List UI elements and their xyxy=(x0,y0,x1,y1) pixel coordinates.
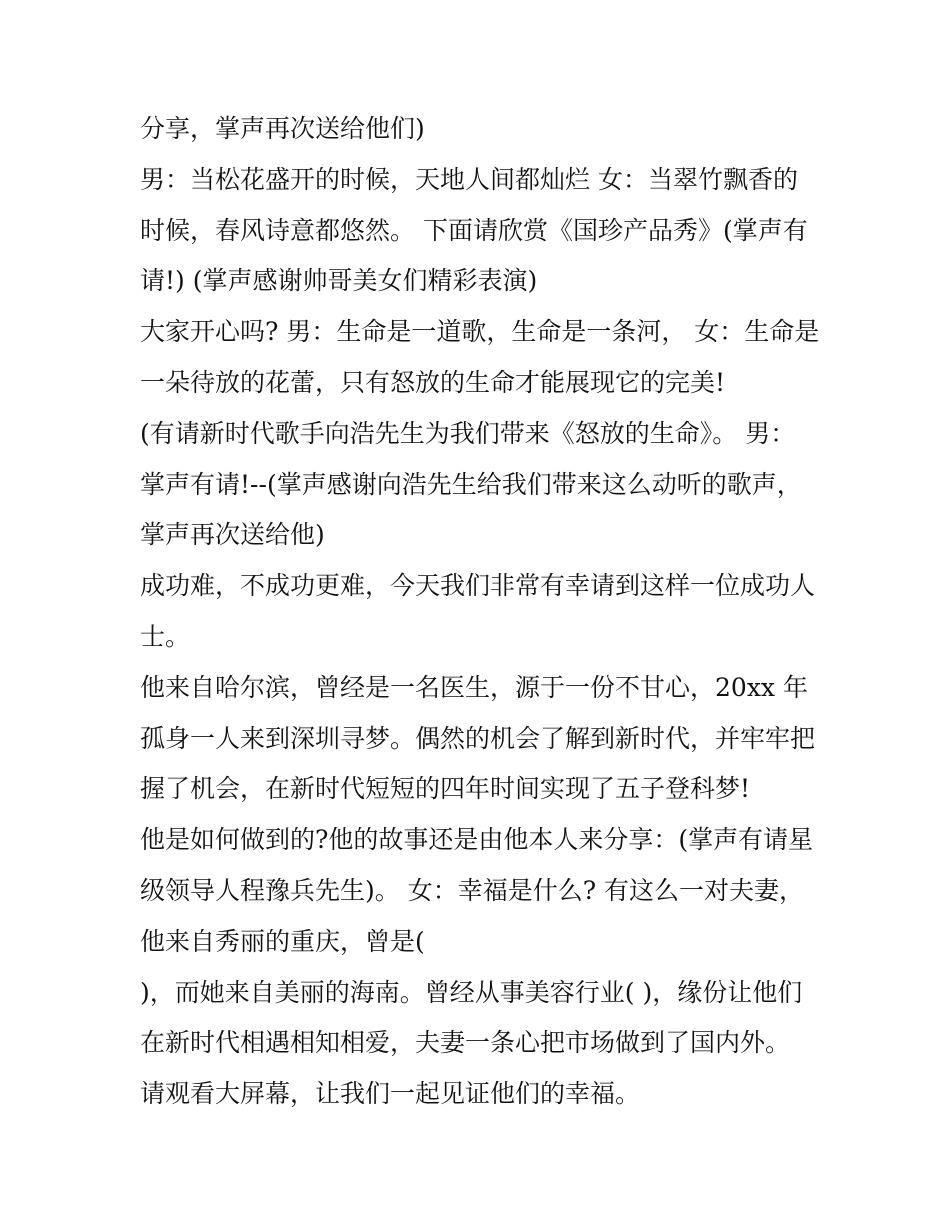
text-line: 孤身一人来到深圳寻梦。偶然的机会了解到新时代，并牢牢把 xyxy=(140,723,816,753)
text-line: 掌声有请!--(掌声感谢向浩先生给我们带来这么动听的歌声， xyxy=(140,469,802,499)
text-line: 请观看大屏幕，让我们一起见证他们的幸福。 xyxy=(140,1079,641,1109)
text-line: 在新时代相遇相知相爱，夫妻一条心把市场做到了国内外。 xyxy=(140,1028,791,1058)
text-line: 他是如何做到的?他的故事还是由他本人来分享：(掌声有请星 xyxy=(140,825,814,855)
text-line: 级领导人程豫兵先生)。 女：幸福是什么? 有这么一对夫妻， xyxy=(140,875,805,905)
text-line: 掌声再次送给他) xyxy=(140,520,325,550)
text-line: 时候，春风诗意都悠然。 下面请欣赏《国珍产品秀》(掌声有 xyxy=(140,215,808,245)
text-line: 一朵待放的花蕾，只有怒放的生命才能展现它的完美! xyxy=(140,367,726,397)
text-line: 请!) (掌声感谢帅哥美女们精彩表演) xyxy=(140,266,538,296)
text-line: 分享，掌声再次送给他们) xyxy=(140,114,425,143)
text-line: 大家开心吗? 男：生命是一道歌，生命是一条河， 女：生命是 xyxy=(140,317,820,347)
text-line: 他来自秀丽的重庆，曾是( xyxy=(140,926,425,956)
text-line: 男：当松花盛开的时候，天地人间都灿烂 女：当翠竹飘香的 xyxy=(140,164,798,194)
text-line: )，而她来自美丽的海南。曾经从事美容行业( )，缘份让他们 xyxy=(140,977,803,1007)
text-line: 握了机会，在新时代短短的四年时间实现了五子登科梦! xyxy=(140,774,751,804)
text-line: 士。 xyxy=(140,621,191,651)
text-line: 成功难，不成功更难，今天我们非常有幸请到这样一位成功人 xyxy=(140,571,816,601)
text-line: (有请新时代歌手向浩先生为我们带来《怒放的生命》。 男： xyxy=(140,418,796,448)
document-body xyxy=(140,104,830,1120)
text-line: 他来自哈尔滨，曾经是一名医生，源于一份不甘心，20xx 年 xyxy=(140,672,808,702)
